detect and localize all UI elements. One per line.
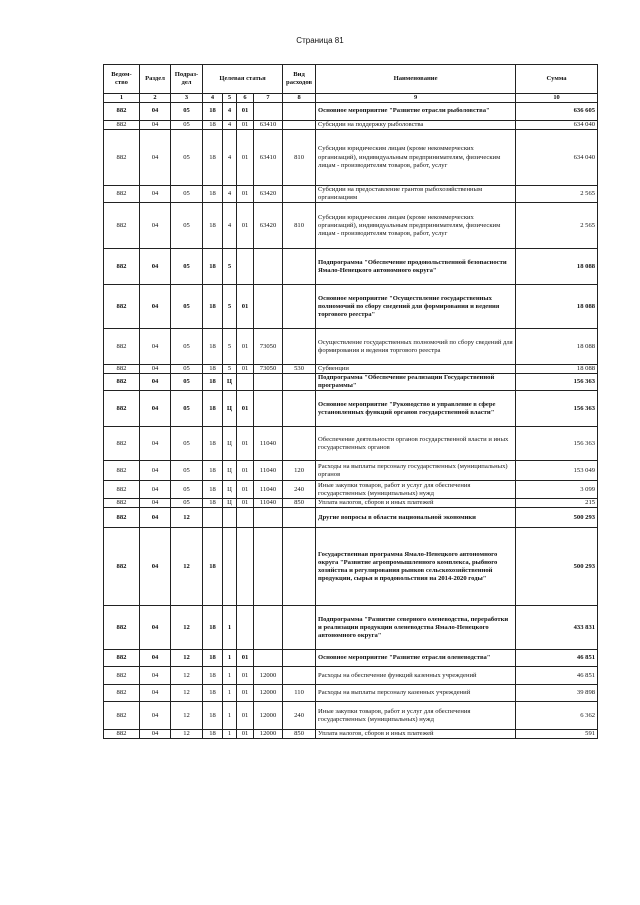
expense-type-cell <box>283 186 316 203</box>
target-subprogram-cell: 4 <box>223 130 237 186</box>
subsection-cell: 05 <box>171 103 203 121</box>
target-subprogram-cell: Ц <box>223 481 237 499</box>
dept-cell: 882 <box>104 121 140 130</box>
amount-cell: 156 363 <box>516 391 598 427</box>
subsection-cell: 12 <box>171 702 203 730</box>
expense-type-cell: 240 <box>283 702 316 730</box>
target-program-cell: 18 <box>203 365 223 374</box>
target-activity-cell: 01 <box>237 427 254 461</box>
target-direction-cell: 11040 <box>254 499 283 508</box>
dept-cell: 882 <box>104 461 140 481</box>
amount-cell: 46 851 <box>516 667 598 685</box>
column-number: 8 <box>283 94 316 103</box>
amount-cell: 500 293 <box>516 508 598 528</box>
section-cell: 04 <box>140 528 171 606</box>
target-subprogram-cell: 5 <box>223 329 237 365</box>
name-cell: Субсидии на предоставление грантов рыбохозяйственным организациям <box>316 186 516 203</box>
target-direction-cell: 63410 <box>254 121 283 130</box>
dept-cell: 882 <box>104 481 140 499</box>
target-subprogram-cell: Ц <box>223 461 237 481</box>
target-activity-cell: 01 <box>237 186 254 203</box>
amount-cell: 39 898 <box>516 685 598 702</box>
name-cell: Субсидии на поддержку рыболовства <box>316 121 516 130</box>
subsection-cell: 05 <box>171 499 203 508</box>
expense-type-cell: 120 <box>283 461 316 481</box>
name-cell: Основное мероприятие "Руководство и управление в сфере установленных функций органов государственной власти" <box>316 391 516 427</box>
target-activity-cell: 01 <box>237 685 254 702</box>
target-activity-cell: 01 <box>237 702 254 730</box>
table-row <box>104 481 598 499</box>
subsection-cell: 05 <box>171 249 203 285</box>
table-row <box>104 374 598 391</box>
section-cell: 04 <box>140 103 171 121</box>
header-dept: Ведом-ство <box>104 65 140 94</box>
expense-type-cell <box>283 249 316 285</box>
subsection-cell: 05 <box>171 374 203 391</box>
target-program-cell: 18 <box>203 103 223 121</box>
target-subprogram-cell: 1 <box>223 730 237 739</box>
target-direction-cell: 11040 <box>254 427 283 461</box>
amount-cell: 215 <box>516 499 598 508</box>
section-cell: 04 <box>140 461 171 481</box>
amount-cell: 500 293 <box>516 528 598 606</box>
name-cell: Подпрограмма "Развитие северного оленеводства, переработки и реализации продукции оленеводства Ямало-Ненецкого автономного округа" <box>316 606 516 650</box>
dept-cell: 882 <box>104 499 140 508</box>
section-cell: 04 <box>140 391 171 427</box>
target-direction-cell: 63420 <box>254 186 283 203</box>
target-subprogram-cell: 1 <box>223 702 237 730</box>
expense-type-cell <box>283 427 316 461</box>
subsection-cell: 05 <box>171 461 203 481</box>
amount-cell: 46 851 <box>516 650 598 667</box>
dept-cell: 882 <box>104 650 140 667</box>
target-program-cell: 18 <box>203 730 223 739</box>
target-program-cell: 18 <box>203 667 223 685</box>
target-direction-cell <box>254 528 283 606</box>
table-row <box>104 103 598 121</box>
amount-cell: 2 565 <box>516 186 598 203</box>
subsection-cell: 05 <box>171 391 203 427</box>
expense-type-cell <box>283 528 316 606</box>
table-row <box>104 702 598 730</box>
section-cell: 04 <box>140 685 171 702</box>
target-activity-cell: 01 <box>237 667 254 685</box>
name-cell: Государственная программа Ямало-Ненецкого автономного округа "Развитие агропромышленного комплекса, рыбного хозяйства и регулирования рынков сельскохозяйственной продукции, сырья и продовольствия на 2014-2020 годы" <box>316 528 516 606</box>
target-activity-cell: 01 <box>237 203 254 249</box>
amount-cell: 18 088 <box>516 285 598 329</box>
table-row <box>104 186 598 203</box>
name-cell: Субвенции <box>316 365 516 374</box>
section-cell: 04 <box>140 427 171 461</box>
target-subprogram-cell: 5 <box>223 285 237 329</box>
target-activity-cell: 01 <box>237 329 254 365</box>
target-subprogram-cell: 4 <box>223 186 237 203</box>
expense-type-cell: 110 <box>283 685 316 702</box>
section-cell: 04 <box>140 606 171 650</box>
target-activity-cell <box>237 528 254 606</box>
section-cell: 04 <box>140 499 171 508</box>
target-direction-cell <box>254 285 283 329</box>
expense-type-cell <box>283 391 316 427</box>
target-direction-cell: 12000 <box>254 730 283 739</box>
amount-cell: 18 088 <box>516 365 598 374</box>
section-cell: 04 <box>140 702 171 730</box>
name-cell: Иные закупки товаров, работ и услуг для обеспечения государственных (муниципальных) нужд <box>316 481 516 499</box>
section-cell: 04 <box>140 365 171 374</box>
target-activity-cell: 01 <box>237 499 254 508</box>
dept-cell: 882 <box>104 606 140 650</box>
target-subprogram-cell: 4 <box>223 103 237 121</box>
name-cell: Осуществление государственных полномочий по сбору сведений для формирования и ведения торгового реестра <box>316 329 516 365</box>
subsection-cell: 12 <box>171 730 203 739</box>
name-cell: Уплата налогов, сборов и иных платежей <box>316 730 516 739</box>
subsection-cell: 12 <box>171 667 203 685</box>
target-subprogram-cell: Ц <box>223 427 237 461</box>
target-subprogram-cell: Ц <box>223 374 237 391</box>
amount-cell: 156 363 <box>516 427 598 461</box>
section-cell: 04 <box>140 650 171 667</box>
dept-cell: 882 <box>104 685 140 702</box>
name-cell: Иные закупки товаров, работ и услуг для обеспечения государственных (муниципальных) нужд <box>316 702 516 730</box>
dept-cell: 882 <box>104 667 140 685</box>
dept-cell: 882 <box>104 329 140 365</box>
amount-cell: 634 040 <box>516 130 598 186</box>
dept-cell: 882 <box>104 186 140 203</box>
target-direction-cell <box>254 374 283 391</box>
section-cell: 04 <box>140 667 171 685</box>
section-cell: 04 <box>140 508 171 528</box>
table-row <box>104 461 598 481</box>
target-program-cell: 18 <box>203 249 223 285</box>
target-subprogram-cell: Ц <box>223 391 237 427</box>
target-activity-cell: 01 <box>237 365 254 374</box>
target-activity-cell: 01 <box>237 730 254 739</box>
target-program-cell: 18 <box>203 203 223 249</box>
subsection-cell: 05 <box>171 186 203 203</box>
subsection-cell: 05 <box>171 427 203 461</box>
subsection-cell: 05 <box>171 130 203 186</box>
target-program-cell: 18 <box>203 650 223 667</box>
section-cell: 04 <box>140 186 171 203</box>
name-cell: Расходы на обеспечение функций казенных учреждений <box>316 667 516 685</box>
budget-table <box>103 64 598 739</box>
amount-cell: 18 088 <box>516 329 598 365</box>
header-amount: Сумма <box>516 65 598 94</box>
table-row <box>104 365 598 374</box>
section-cell: 04 <box>140 121 171 130</box>
name-cell: Обеспечение деятельности органов государственной власти и иных государственных органов <box>316 427 516 461</box>
target-program-cell: 18 <box>203 461 223 481</box>
column-number: 7 <box>254 94 283 103</box>
column-number: 3 <box>171 94 203 103</box>
target-activity-cell: 01 <box>237 391 254 427</box>
target-direction-cell <box>254 249 283 285</box>
target-direction-cell <box>254 391 283 427</box>
table-row <box>104 730 598 739</box>
name-cell: Расходы на выплаты персоналу государственных (муниципальных) органов <box>316 461 516 481</box>
column-number: 5 <box>223 94 237 103</box>
name-cell: Подпрограмма "Обеспечение реализации Государственной программы" <box>316 374 516 391</box>
target-activity-cell: 01 <box>237 481 254 499</box>
target-subprogram-cell: 1 <box>223 667 237 685</box>
target-subprogram-cell: 4 <box>223 203 237 249</box>
expense-type-cell: 240 <box>283 481 316 499</box>
expense-type-cell <box>283 508 316 528</box>
amount-cell: 2 565 <box>516 203 598 249</box>
target-activity-cell: 01 <box>237 121 254 130</box>
name-cell: Субсидии юридическим лицам (кроме некоммерческих организаций), индивидуальным предпринимателям, физическим лицам - производителям товаров, работ, услуг <box>316 203 516 249</box>
expense-type-cell <box>283 121 316 130</box>
dept-cell: 882 <box>104 249 140 285</box>
table-row <box>104 249 598 285</box>
target-activity-cell <box>237 249 254 285</box>
target-activity-cell: 01 <box>237 285 254 329</box>
target-program-cell: 18 <box>203 130 223 186</box>
dept-cell: 882 <box>104 508 140 528</box>
column-number: 2 <box>140 94 171 103</box>
section-cell: 04 <box>140 481 171 499</box>
table-row <box>104 685 598 702</box>
expense-type-cell: 530 <box>283 365 316 374</box>
target-activity-cell: 01 <box>237 461 254 481</box>
dept-cell: 882 <box>104 427 140 461</box>
expense-type-cell: 810 <box>283 203 316 249</box>
amount-cell: 153 049 <box>516 461 598 481</box>
dept-cell: 882 <box>104 203 140 249</box>
name-cell: Уплата налогов, сборов и иных платежей <box>316 499 516 508</box>
target-program-cell: 18 <box>203 186 223 203</box>
target-subprogram-cell <box>223 508 237 528</box>
target-subprogram-cell: 1 <box>223 606 237 650</box>
header-target-article: Целевая статья <box>203 65 283 94</box>
dept-cell: 882 <box>104 103 140 121</box>
target-program-cell: 18 <box>203 374 223 391</box>
expense-type-cell <box>283 285 316 329</box>
target-program-cell: 18 <box>203 427 223 461</box>
table-body <box>104 103 598 739</box>
target-program-cell: 18 <box>203 285 223 329</box>
amount-cell: 6 362 <box>516 702 598 730</box>
page-header: Страница 81 <box>296 36 344 45</box>
name-cell: Расходы на выплаты персоналу казенных учреждений <box>316 685 516 702</box>
dept-cell: 882 <box>104 130 140 186</box>
table-row <box>104 499 598 508</box>
target-program-cell: 18 <box>203 606 223 650</box>
expense-type-cell <box>283 606 316 650</box>
dept-cell: 882 <box>104 391 140 427</box>
section-cell: 04 <box>140 249 171 285</box>
table-row <box>104 130 598 186</box>
dept-cell: 882 <box>104 730 140 739</box>
target-direction-cell <box>254 650 283 667</box>
amount-cell: 636 605 <box>516 103 598 121</box>
target-direction-cell: 63410 <box>254 130 283 186</box>
table-row <box>104 391 598 427</box>
expense-type-cell <box>283 667 316 685</box>
target-program-cell: 18 <box>203 528 223 606</box>
section-cell: 04 <box>140 329 171 365</box>
target-direction-cell: 12000 <box>254 702 283 730</box>
table-row <box>104 667 598 685</box>
name-cell: Субсидии юридическим лицам (кроме некоммерческих организаций), индивидуальным предпринимателям, физическим лицам - производителям товаров, работ, услуг <box>316 130 516 186</box>
target-activity-cell <box>237 508 254 528</box>
name-cell: Основное мероприятие "Осуществление государственных полномочий по сбору сведений для формирования и ведения торгового реестра" <box>316 285 516 329</box>
table-row <box>104 121 598 130</box>
target-subprogram-cell <box>223 528 237 606</box>
target-activity-cell: 01 <box>237 130 254 186</box>
header-row <box>104 65 598 94</box>
target-program-cell <box>203 508 223 528</box>
target-direction-cell: 11040 <box>254 481 283 499</box>
amount-cell: 3 099 <box>516 481 598 499</box>
column-number: 9 <box>316 94 516 103</box>
table-row <box>104 606 598 650</box>
amount-cell: 591 <box>516 730 598 739</box>
target-activity-cell: 01 <box>237 650 254 667</box>
subsection-cell: 05 <box>171 481 203 499</box>
target-subprogram-cell: 1 <box>223 685 237 702</box>
table-row <box>104 427 598 461</box>
header-section: Раздел <box>140 65 171 94</box>
target-direction-cell: 11040 <box>254 461 283 481</box>
target-program-cell: 18 <box>203 391 223 427</box>
target-direction-cell <box>254 103 283 121</box>
expense-type-cell <box>283 650 316 667</box>
target-activity-cell <box>237 606 254 650</box>
target-program-cell: 18 <box>203 685 223 702</box>
target-subprogram-cell: 1 <box>223 650 237 667</box>
target-subprogram-cell: 5 <box>223 365 237 374</box>
subsection-cell: 12 <box>171 650 203 667</box>
section-cell: 04 <box>140 285 171 329</box>
target-program-cell: 18 <box>203 702 223 730</box>
header-name: Наименование <box>316 65 516 94</box>
header-subsection: Подраз-дел <box>171 65 203 94</box>
subsection-cell: 12 <box>171 606 203 650</box>
target-program-cell: 18 <box>203 121 223 130</box>
target-activity-cell <box>237 374 254 391</box>
target-program-cell: 18 <box>203 329 223 365</box>
expense-type-cell: 850 <box>283 499 316 508</box>
expense-type-cell: 810 <box>283 130 316 186</box>
target-direction-cell: 73050 <box>254 329 283 365</box>
column-number: 4 <box>203 94 223 103</box>
header-expense-type: Вид расходов <box>283 65 316 94</box>
expense-type-cell <box>283 329 316 365</box>
target-program-cell: 18 <box>203 499 223 508</box>
dept-cell: 882 <box>104 285 140 329</box>
subsection-cell: 12 <box>171 528 203 606</box>
expense-type-cell: 850 <box>283 730 316 739</box>
column-number: 6 <box>237 94 254 103</box>
section-cell: 04 <box>140 730 171 739</box>
dept-cell: 882 <box>104 374 140 391</box>
expense-type-cell <box>283 374 316 391</box>
table-row <box>104 508 598 528</box>
name-cell: Подпрограмма "Обеспечение продовольственной безопасности Ямало-Ненецкого автономного округа" <box>316 249 516 285</box>
target-program-cell: 18 <box>203 481 223 499</box>
table-row <box>104 285 598 329</box>
target-direction-cell: 12000 <box>254 667 283 685</box>
subsection-cell: 12 <box>171 508 203 528</box>
section-cell: 04 <box>140 374 171 391</box>
table-row <box>104 203 598 249</box>
name-cell: Основное мероприятие "Развитие отрасли оленеводства" <box>316 650 516 667</box>
table-row <box>104 650 598 667</box>
name-cell: Другие вопросы в области национальной экономики <box>316 508 516 528</box>
column-number-row <box>104 94 598 103</box>
column-number: 1 <box>104 94 140 103</box>
dept-cell: 882 <box>104 702 140 730</box>
column-number: 10 <box>516 94 598 103</box>
target-direction-cell: 73050 <box>254 365 283 374</box>
table-row <box>104 329 598 365</box>
target-subprogram-cell: 5 <box>223 249 237 285</box>
subsection-cell: 12 <box>171 685 203 702</box>
dept-cell: 882 <box>104 365 140 374</box>
subsection-cell: 05 <box>171 365 203 374</box>
subsection-cell: 05 <box>171 285 203 329</box>
amount-cell: 634 040 <box>516 121 598 130</box>
subsection-cell: 05 <box>171 329 203 365</box>
expense-type-cell <box>283 103 316 121</box>
subsection-cell: 05 <box>171 203 203 249</box>
section-cell: 04 <box>140 203 171 249</box>
name-cell: Основное мероприятие "Развитие отрасли рыболовства" <box>316 103 516 121</box>
amount-cell: 156 363 <box>516 374 598 391</box>
target-direction-cell <box>254 508 283 528</box>
table-row <box>104 528 598 606</box>
target-subprogram-cell: Ц <box>223 499 237 508</box>
target-direction-cell: 12000 <box>254 685 283 702</box>
target-direction-cell: 63420 <box>254 203 283 249</box>
subsection-cell: 05 <box>171 121 203 130</box>
target-subprogram-cell: 4 <box>223 121 237 130</box>
section-cell: 04 <box>140 130 171 186</box>
amount-cell: 433 831 <box>516 606 598 650</box>
amount-cell: 18 088 <box>516 249 598 285</box>
dept-cell: 882 <box>104 528 140 606</box>
target-activity-cell: 01 <box>237 103 254 121</box>
target-direction-cell <box>254 606 283 650</box>
